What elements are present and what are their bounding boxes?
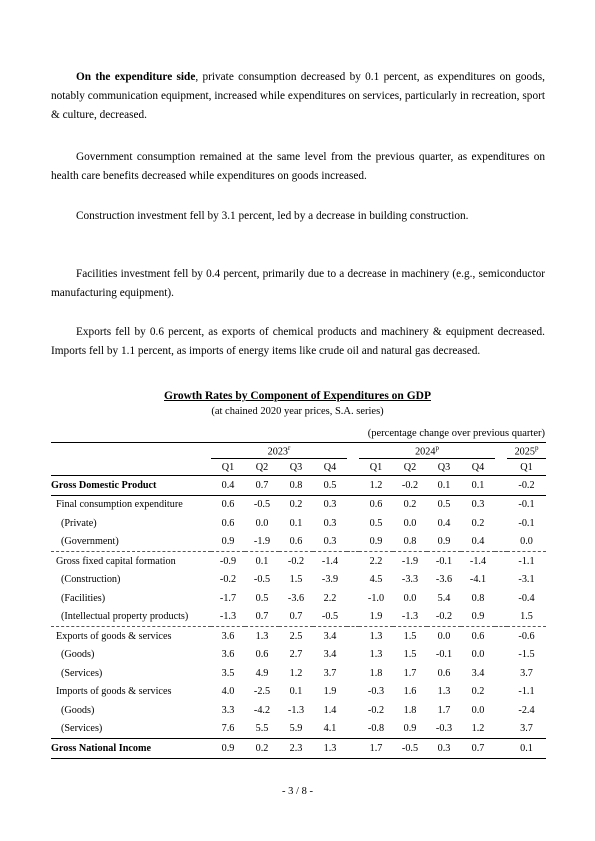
table-cell: 0.1 — [289, 686, 303, 698]
table-cell: 0.6 — [255, 649, 269, 661]
quarter-header: Q3 — [279, 459, 313, 476]
table-cell: 0.4 — [461, 533, 495, 552]
table-cell: 0.8 — [279, 476, 313, 496]
table-cell: 3.7 — [520, 723, 533, 735]
table-row — [51, 720, 546, 739]
table-cell: 0.9 — [211, 533, 245, 552]
page-number: - 3 / 8 - — [282, 786, 313, 797]
table-cell: 1.2 — [359, 476, 393, 496]
table-cell: 4.5 — [369, 574, 383, 586]
table-cell: -0.9 — [219, 555, 237, 567]
table-cell: -0.2 — [367, 704, 385, 716]
table-cell: 1.3 — [369, 630, 383, 642]
table-cell: 0.8 — [393, 533, 427, 552]
table-cell: 1.3 — [437, 686, 451, 698]
table-cell: 3.4 — [323, 649, 337, 661]
table-cell: 0.2 — [471, 686, 485, 698]
table-cell: 3.5 — [221, 667, 235, 679]
paragraph-government-consumption: Government consumption remained at the same level from the previous quarter, as expenditures on health care benefits decreased while expenditures on goods increased. — [51, 151, 545, 182]
table-cell: 1.6 — [403, 686, 417, 698]
year-2024: 2024$^p$ — [359, 443, 495, 459]
table-cell: 4.1 — [323, 723, 337, 735]
row-label: (Government) — [51, 533, 211, 552]
table-cell: 7.6 — [221, 723, 235, 735]
row-label: Gross National Income — [51, 739, 211, 759]
table-cell: 5.5 — [255, 723, 269, 735]
paragraph-trade: Exports fell by 0.6 percent, as exports of chemical products and machinery & equipment decreased. Imports fell by 1.1 percent, as imports of energy items like crude oil and natural gas decreased. — [51, 326, 545, 357]
table-cell: 1.7 — [437, 704, 451, 716]
table-cell: -1.3 — [393, 608, 427, 627]
table-cell: 0.3 — [323, 499, 337, 511]
table-cell: 0.1 — [461, 476, 495, 496]
table-cell: 0.4 — [437, 517, 451, 529]
table-cell: 0.3 — [323, 517, 337, 529]
table-cell: -0.3 — [435, 723, 453, 735]
table-cell: -2.4 — [518, 704, 535, 716]
table-cell: 3.6 — [221, 630, 235, 642]
table-cell: 0.2 — [245, 739, 279, 759]
table-cell: -0.5 — [253, 499, 271, 511]
table-cell: -0.4 — [518, 592, 535, 604]
table-cell: -3.9 — [321, 574, 339, 586]
table-cell: -1.0 — [367, 592, 385, 604]
table-cell: 2.2 — [323, 592, 337, 604]
table-cell: -4.1 — [469, 574, 487, 586]
table-cell: 1.3 — [255, 630, 269, 642]
table-cell: -0.3 — [367, 686, 385, 698]
table-cell: 0.1 — [507, 739, 546, 759]
row-label: (Private) — [61, 517, 97, 529]
table-cell: 0.9 — [461, 608, 495, 627]
row-label: Final consumption expenditure — [56, 499, 183, 511]
table-cell: 0.5 — [313, 476, 347, 496]
table-cell: 0.3 — [427, 739, 461, 759]
table-cell: 1.9 — [323, 686, 337, 698]
table-cell: 1.7 — [403, 667, 417, 679]
table-cell: 3.4 — [471, 667, 485, 679]
table-body — [51, 476, 546, 759]
table-unit-note: (percentage change over previous quarter) — [367, 428, 545, 439]
table-title: Growth Rates by Component of Expenditures on GDP — [164, 390, 431, 402]
row-label: (Facilities) — [61, 592, 106, 604]
table-cell: -2.5 — [253, 686, 271, 698]
quarter-header: Q1 — [359, 459, 393, 476]
table-cell: -1.1 — [518, 555, 535, 567]
table-row — [51, 627, 546, 646]
table-cell: -0.5 — [313, 608, 347, 627]
table-cell: 1.5 — [507, 608, 546, 627]
quarter-header: Q4 — [313, 459, 347, 476]
quarter-header: Q1 — [507, 459, 546, 476]
table-header-years — [51, 443, 546, 459]
table-cell: -0.5 — [253, 574, 271, 586]
table-cell: 1.5 — [403, 630, 417, 642]
table-cell: -1.5 — [518, 649, 535, 661]
table-cell: 3.3 — [221, 704, 235, 716]
table-cell: 0.0 — [507, 533, 546, 552]
table-cell: -0.1 — [518, 499, 535, 511]
table-cell: -1.9 — [401, 555, 419, 567]
table-cell: 1.3 — [369, 649, 383, 661]
table-cell: 0.0 — [255, 517, 269, 529]
table-cell: 0.1 — [289, 517, 303, 529]
table-cell: 0.2 — [403, 499, 417, 511]
table-cell: 0.0 — [437, 630, 451, 642]
table-cell: -0.2 — [393, 476, 427, 496]
table-cell: 0.6 — [437, 667, 451, 679]
paragraph-text: , private consumption decreased by 0.1 percent, as expenditures on goods, notably communication equipment, increased while expenditures on services, particularly in recreation, sport & culture, decreased. — [51, 71, 546, 121]
table-row — [51, 552, 546, 571]
table-row — [51, 514, 546, 533]
table-cell: 0.7 — [245, 476, 279, 496]
table-cell: 0.6 — [221, 517, 235, 529]
table-cell: 0.3 — [471, 499, 485, 511]
table-cell: -0.6 — [518, 630, 535, 642]
row-label: Gross fixed capital formation — [56, 555, 176, 567]
table-row — [51, 701, 546, 720]
table-cell: 1.2 — [471, 723, 485, 735]
table-cell: 0.0 — [471, 649, 485, 661]
row-label: (Construction) — [61, 574, 121, 586]
table-cell: 2.2 — [369, 555, 383, 567]
paragraph-lead-bold: On the expenditure side — [76, 71, 196, 83]
table-cell: 3.4 — [323, 630, 337, 642]
table-cell: 0.3 — [313, 533, 347, 552]
table-row — [51, 646, 546, 665]
table-cell: 1.3 — [313, 739, 347, 759]
table-cell: -0.2 — [219, 574, 237, 586]
table-row — [51, 571, 546, 590]
quarter-header: Q2 — [245, 459, 279, 476]
row-label: (Services) — [61, 667, 103, 679]
table-row — [51, 664, 546, 683]
table-cell: -0.8 — [367, 723, 385, 735]
table-row — [51, 533, 546, 552]
table-cell: -1.3 — [211, 608, 245, 627]
table-cell: 1.5 — [289, 574, 303, 586]
table-cell: -0.2 — [507, 476, 546, 496]
table-cell: 0.1 — [255, 555, 269, 567]
table-cell: 1.5 — [403, 649, 417, 661]
table-row — [51, 683, 546, 702]
row-label: Exports of goods & services — [56, 630, 172, 642]
table-row — [51, 739, 546, 759]
table-cell: 5.4 — [437, 592, 451, 604]
gdp-expenditure-table — [51, 442, 546, 759]
paragraph-facilities: Facilities investment fell by 0.4 percent, primarily due to a decrease in machinery (e.g., semiconductor manufacturing equipment). — [51, 268, 545, 299]
table-row — [51, 608, 546, 627]
table-cell: 3.7 — [323, 667, 337, 679]
table-row — [51, 495, 546, 514]
quarter-header: Q4 — [461, 459, 495, 476]
table-cell: 0.9 — [403, 723, 417, 735]
table-cell: -1.3 — [287, 704, 305, 716]
table-cell: -1.4 — [469, 555, 487, 567]
table-cell: 2.5 — [289, 630, 303, 642]
row-label: (Goods) — [61, 704, 95, 716]
quarter-header: Q3 — [427, 459, 461, 476]
table-cell: 0.0 — [471, 704, 485, 716]
row-label: Imports of goods & services — [56, 686, 172, 698]
table-cell: 0.1 — [427, 476, 461, 496]
table-cell: -1.1 — [518, 686, 535, 698]
table-cell: -3.1 — [518, 574, 535, 586]
table-row — [51, 589, 546, 608]
table-cell: -0.5 — [393, 739, 427, 759]
table-cell: 0.4 — [211, 476, 245, 496]
table-cell: 0.7 — [279, 608, 313, 627]
table-cell: 0.6 — [369, 499, 383, 511]
table-cell: 0.0 — [403, 592, 417, 604]
table-cell: 0.0 — [403, 517, 417, 529]
table-cell: -3.6 — [435, 574, 453, 586]
table-cell: 0.5 — [255, 592, 269, 604]
table-cell: 0.2 — [289, 499, 303, 511]
year-2025: 2025$^p$ — [507, 443, 546, 459]
table-cell: 4.9 — [255, 667, 269, 679]
table-cell: 5.9 — [289, 723, 303, 735]
table-subtitle: (at chained 2020 year prices, S.A. series) — [211, 406, 384, 417]
table-cell: -0.2 — [287, 555, 305, 567]
table-cell: 0.7 — [461, 739, 495, 759]
quarter-header: Q1 — [211, 459, 245, 476]
table-cell: 0.8 — [471, 592, 485, 604]
table-cell: 3.6 — [221, 649, 235, 661]
table-row — [51, 476, 546, 496]
table-cell: 0.6 — [471, 630, 485, 642]
table-cell: 0.7 — [245, 608, 279, 627]
table-cell: -0.1 — [518, 517, 535, 529]
table-cell: -1.7 — [219, 592, 237, 604]
table-cell: -3.6 — [287, 592, 305, 604]
row-label: (Goods) — [61, 649, 95, 661]
table-cell: -0.1 — [435, 555, 453, 567]
table-cell: -0.2 — [427, 608, 461, 627]
year-2023: 2023$^r$ — [211, 443, 347, 459]
table-cell: 0.5 — [369, 517, 383, 529]
table-cell: 0.6 — [279, 533, 313, 552]
table-cell: -1.9 — [245, 533, 279, 552]
table-cell: -3.3 — [401, 574, 419, 586]
table-cell: 0.9 — [427, 533, 461, 552]
row-label: Gross Domestic Product — [51, 476, 211, 496]
table-cell: 3.7 — [520, 667, 533, 679]
paragraph-construction: Construction investment fell by 3.1 percent, led by a decrease in building construction. — [76, 210, 469, 222]
table-cell: 1.4 — [323, 704, 337, 716]
table-cell: 2.7 — [289, 649, 303, 661]
table-cell: 1.9 — [359, 608, 393, 627]
table-cell: 0.9 — [211, 739, 245, 759]
quarter-header: Q2 — [393, 459, 427, 476]
row-label: (Intellectual property products) — [51, 608, 211, 627]
table-cell: 0.6 — [221, 499, 235, 511]
table-cell: 1.8 — [403, 704, 417, 716]
table-cell: 0.9 — [359, 533, 393, 552]
table-cell: 1.2 — [289, 667, 303, 679]
table-cell: 2.3 — [279, 739, 313, 759]
table-cell: 1.8 — [369, 667, 383, 679]
row-label: (Services) — [61, 723, 103, 735]
table-cell: 0.2 — [471, 517, 485, 529]
paragraph-expenditure-side — [51, 68, 545, 125]
table-cell: -4.2 — [253, 704, 271, 716]
table-cell: 1.7 — [359, 739, 393, 759]
table-cell: 0.5 — [437, 499, 451, 511]
table-cell: -1.4 — [321, 555, 339, 567]
table-header-quarters — [51, 459, 546, 476]
table-cell: 4.0 — [221, 686, 235, 698]
table-cell: -0.1 — [435, 649, 453, 661]
